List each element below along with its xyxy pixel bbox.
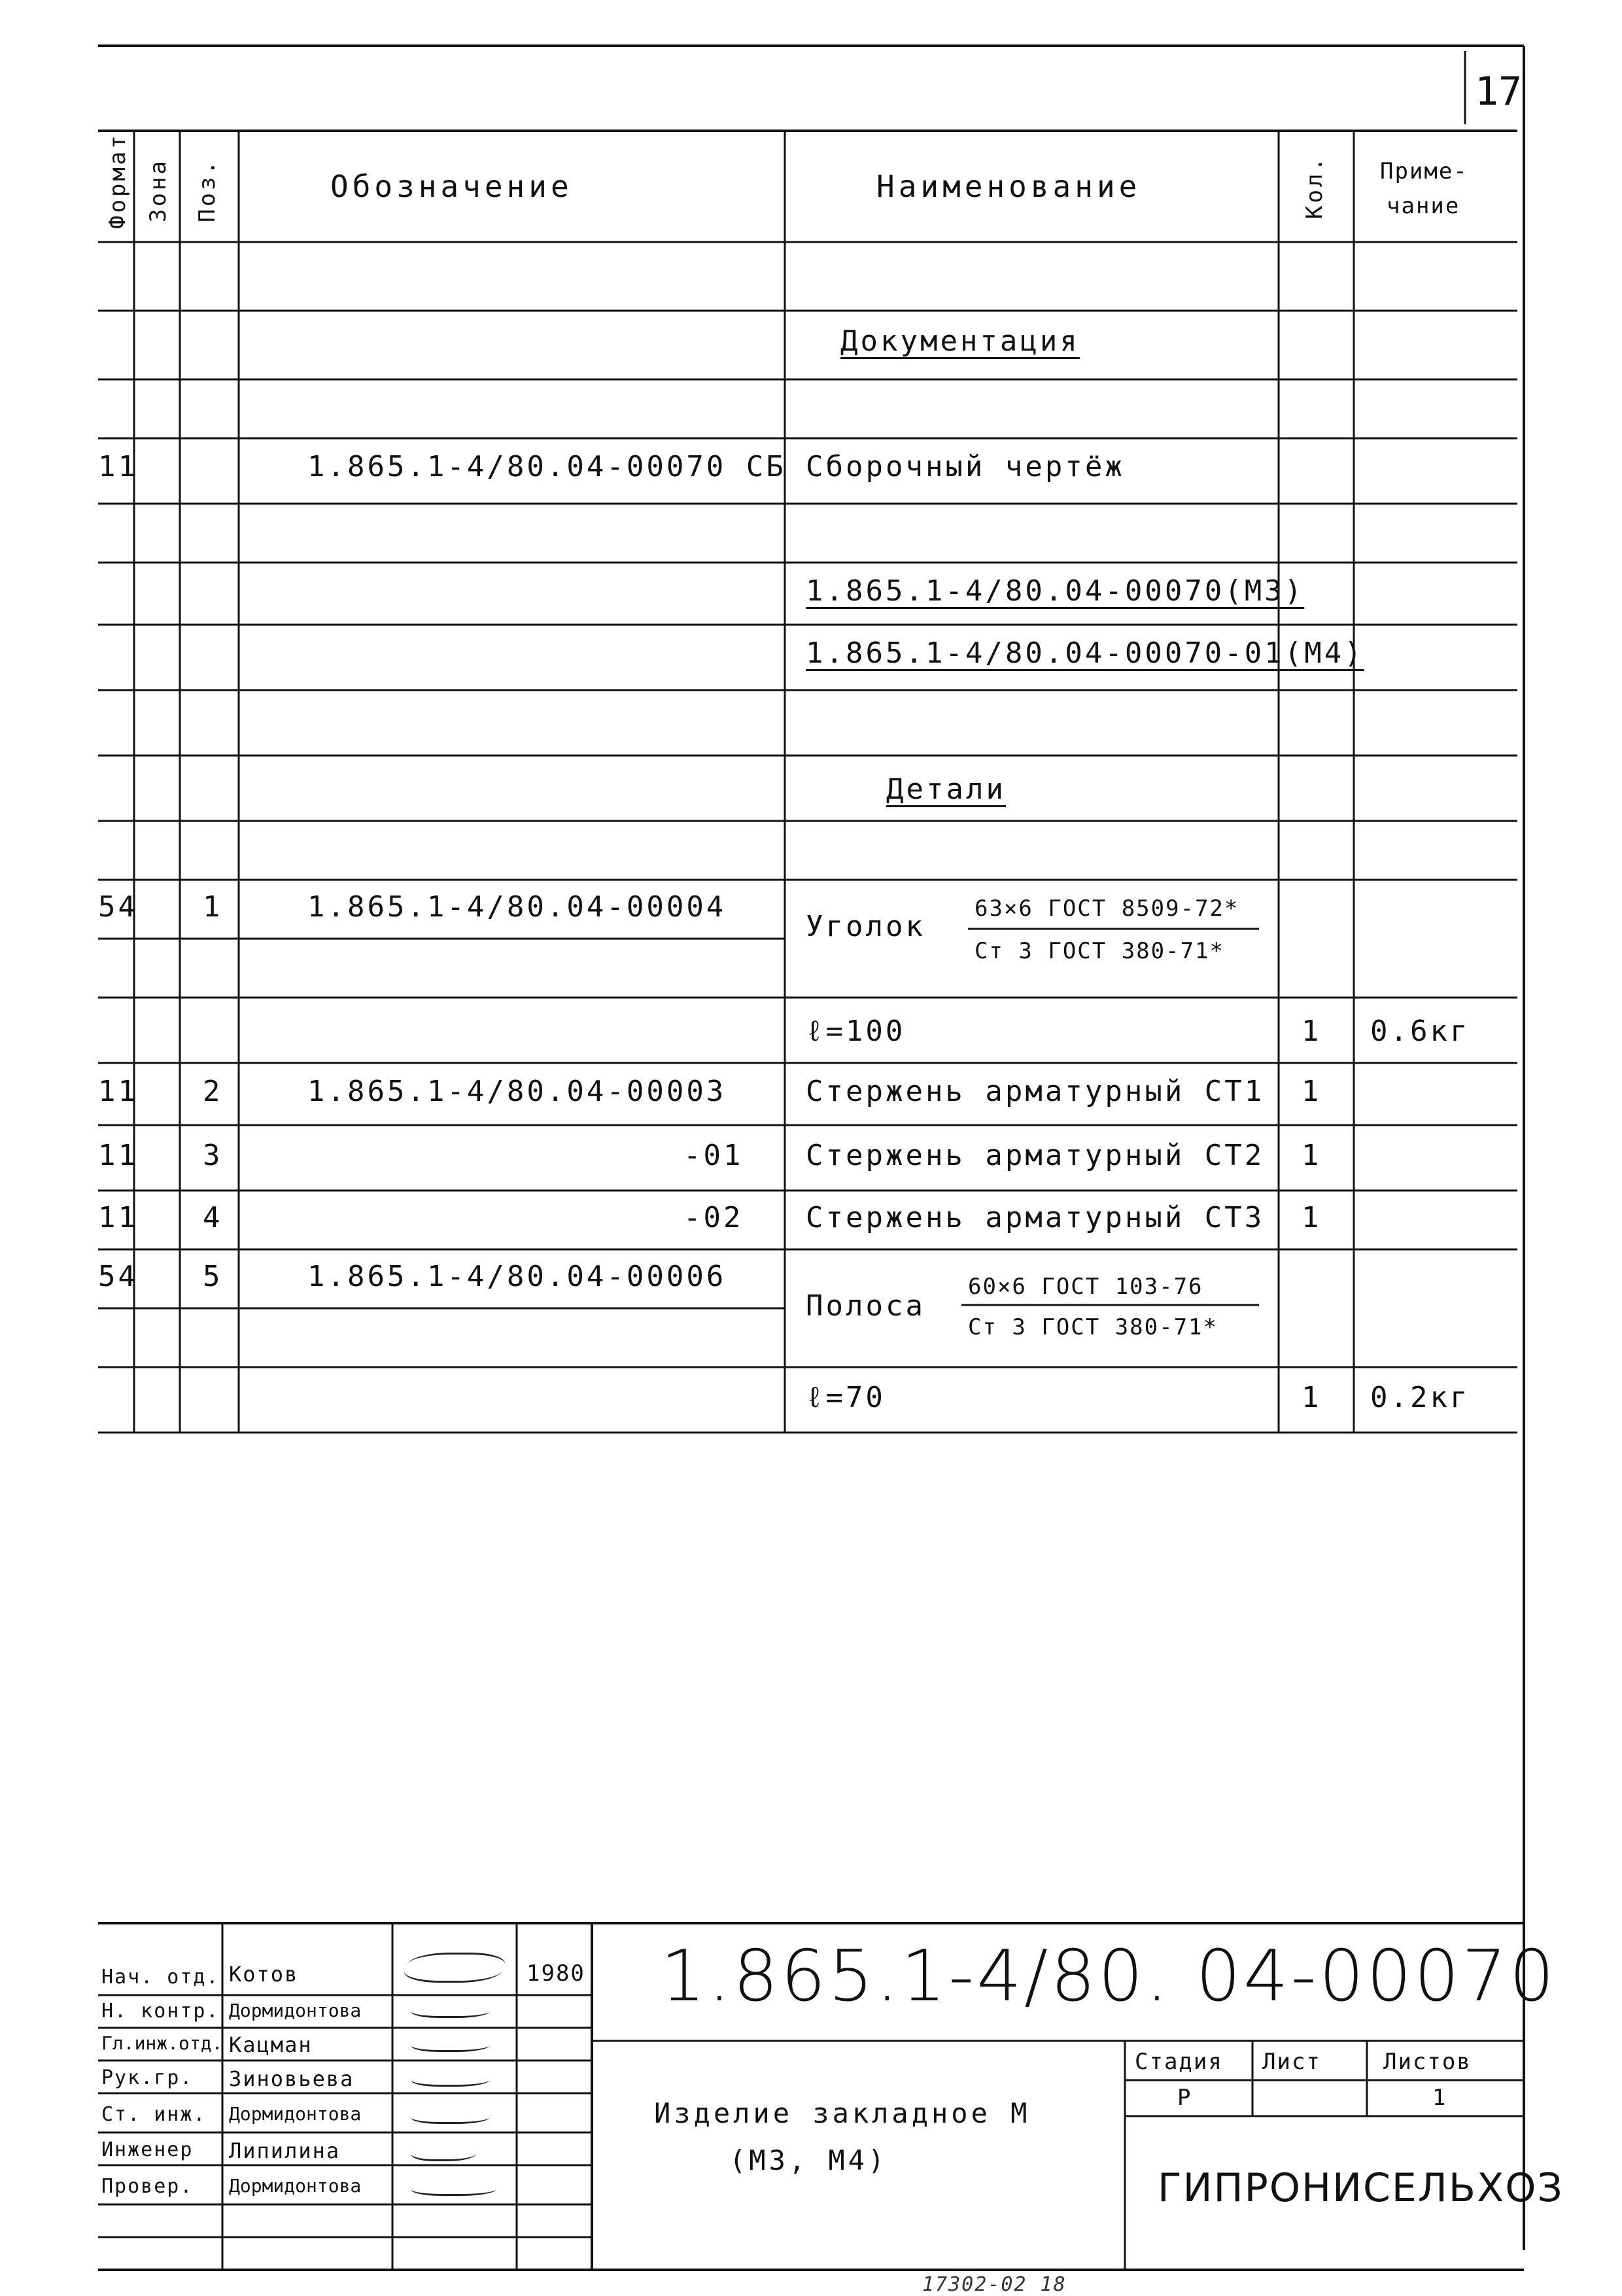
- staff-name-4: Дормидонтова: [229, 2103, 362, 2125]
- row-d2-qty: 1: [1302, 1075, 1322, 1108]
- row-d2-pos: 2: [203, 1075, 223, 1108]
- staff-role-6: Провер.: [101, 2175, 194, 2198]
- row-d1b-name: ℓ=100: [806, 1015, 906, 1048]
- staff-name-5: Липилина: [229, 2138, 341, 2163]
- row-r1-designation: 1.865.1-4/80.04-00070 СБ: [307, 450, 786, 483]
- header-qty: Кол.: [1302, 155, 1328, 219]
- staff-role-2: Гл.инж.отд.: [101, 2032, 223, 2054]
- staff-name-2: Кацман: [229, 2032, 313, 2057]
- doc-number: 1.865.1-4/80. 04-00070: [661, 1936, 1557, 2017]
- organization: ГИПРОНИСЕЛЬХОЗ: [1158, 2165, 1564, 2211]
- header-format: Формат: [105, 133, 131, 229]
- row-d1-spec-top: 63×6 ГОСТ 8509-72*: [975, 896, 1239, 922]
- row-d5-format: 54: [98, 1260, 138, 1293]
- header-name: Наименование: [876, 169, 1141, 204]
- bottom-note: 17302-02 18: [922, 2273, 1067, 2296]
- page-number: 17: [1475, 69, 1523, 114]
- section-details: Детали: [886, 773, 1006, 806]
- row-d3-designation: -01: [683, 1139, 744, 1172]
- row-d4-qty: 1: [1302, 1201, 1322, 1234]
- staff-role-4: Ст. инж.: [101, 2103, 207, 2126]
- header-designation: Обозначение: [330, 169, 573, 204]
- row-d5-designation: 1.865.1-4/80.04-00006: [307, 1260, 727, 1293]
- product-name-2: (М3, М4): [729, 2144, 888, 2176]
- row-d2-format: 11: [98, 1075, 138, 1108]
- row-d5b-note: 0.2кг: [1370, 1381, 1470, 1414]
- staff-role-3: Рук.гр.: [101, 2066, 194, 2089]
- row-r1-name: Сборочный чертёж: [806, 450, 1125, 483]
- row-d5b-qty: 1: [1302, 1381, 1322, 1414]
- sheets-label: Листов: [1383, 2049, 1472, 2075]
- row-d3-name: Стержень арматурный СТ2: [806, 1139, 1265, 1172]
- row-d5b-name: ℓ=70: [806, 1381, 886, 1414]
- row-d3-pos: 3: [203, 1139, 223, 1172]
- row-d2-name: Стержень арматурный СТ1: [806, 1075, 1265, 1108]
- staff-name-3: Зиновьева: [229, 2066, 354, 2091]
- signature-2: [409, 2036, 493, 2052]
- sheets-value: 1: [1432, 2085, 1447, 2111]
- staff-role-0: Нач. отд.: [101, 1966, 220, 1989]
- signature-4: [409, 2108, 493, 2124]
- row-d1-spec-bottom: Ст 3 ГОСТ 380-71*: [975, 938, 1224, 964]
- row-d1-format: 54: [98, 890, 138, 924]
- row-d5-pos: 5: [203, 1260, 223, 1293]
- header-pos: Поз.: [194, 158, 220, 222]
- header-note-1: Приме-: [1380, 158, 1468, 184]
- product-name-1: Изделие закладное М: [654, 2097, 1031, 2129]
- row-d5-name: Полоса: [806, 1289, 925, 1323]
- ref-m4: 1.865.1-4/80.04-00070-01(М4): [806, 636, 1364, 670]
- row-d4-pos: 4: [203, 1201, 223, 1234]
- row-d2-designation: 1.865.1-4/80.04-00003: [307, 1075, 727, 1108]
- signature-3: [409, 2070, 493, 2087]
- row-d5-spec-top: 60×6 ГОСТ 103-76: [968, 1274, 1203, 1300]
- header-note-2: чание: [1387, 193, 1460, 219]
- staff-name-0: Котов: [229, 1962, 299, 1987]
- stage-label: Стадия: [1135, 2049, 1223, 2075]
- ref-m3: 1.865.1-4/80.04-00070(М3): [806, 574, 1305, 608]
- signature-1: [409, 2002, 493, 2018]
- row-d4-name: Стержень арматурный СТ3: [806, 1201, 1265, 1234]
- row-d5-spec-bottom: Ст 3 ГОСТ 380-71*: [968, 1314, 1218, 1340]
- row-d4-format: 11: [98, 1201, 138, 1234]
- row-d1-name: Уголок: [806, 910, 925, 943]
- row-d1-pos: 1: [203, 890, 223, 924]
- row-d3-format: 11: [98, 1139, 138, 1172]
- row-d1b-note: 0.6кг: [1370, 1015, 1470, 1048]
- staff-role-5: Инженер: [101, 2138, 194, 2161]
- row-d4-designation: -02: [683, 1201, 744, 1234]
- staff-name-1: Дормидонтова: [229, 2000, 362, 2021]
- row-d1-designation: 1.865.1-4/80.04-00004: [307, 890, 727, 924]
- stage-value: Р: [1177, 2085, 1192, 2111]
- sheet-label: Лист: [1262, 2049, 1321, 2075]
- row-r1-format: 11: [98, 450, 138, 483]
- year: 1980: [526, 1960, 585, 1987]
- row-d3-qty: 1: [1302, 1139, 1322, 1172]
- staff-name-6: Дормидонтова: [229, 2175, 362, 2197]
- staff-role-1: Н. контр.: [101, 2000, 220, 2023]
- row-d1b-qty: 1: [1302, 1015, 1322, 1048]
- header-zone: Зона: [145, 158, 171, 222]
- signature-6: [409, 2180, 500, 2196]
- section-documentation: Документация: [840, 324, 1080, 358]
